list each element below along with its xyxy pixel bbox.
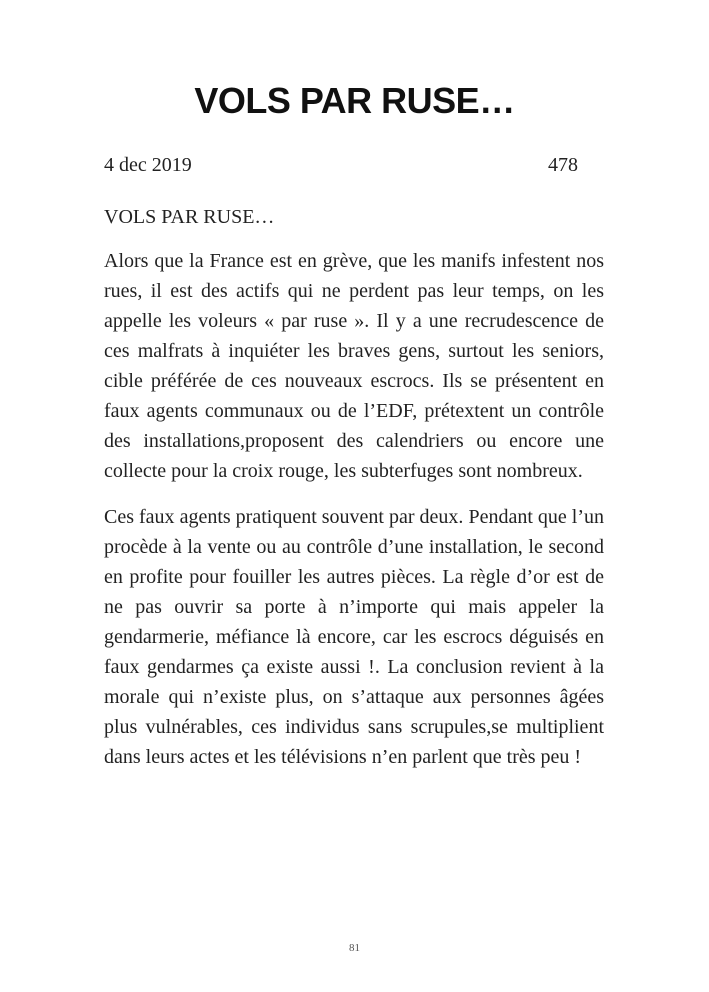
article-meta <box>104 154 578 180</box>
article-subtitle: VOLS PAR RUSE… <box>104 206 275 228</box>
page-title: VOLS PAR RUSE… <box>194 80 515 121</box>
page-number: 81 <box>349 942 360 954</box>
article-date: 4 dec 2019 <box>104 154 192 176</box>
article-body <box>104 202 604 788</box>
article-number: 478 <box>548 154 578 176</box>
paragraph-2: Ces faux agents pratiquent souvent par deux. Pendant que l’un procède à la vente ou au contrôle d’une installation, le second en profite pour fouiller les autres pièces. La règle d’or est de ne pas ouvrir sa porte à n’importe qui mais appeler la gendarmerie, méfiance là encore, car les escrocs déguisés en faux gendarmes ça existe aussi !. La conclusion revient à la morale qui n’existe plus, on s’attaque aux personnes âgées plus vulnérables, ces individus sans scrupules,se multiplient dans leurs actes et les télévisions n’en parlent que très peu ! <box>104 506 604 768</box>
paragraph-1: Alors que la France est en grève, que les manifs infestent nos rues, il est des actifs qui ne perdent pas leur temps, on les appelle les voleurs « par ruse ». Il y a une recrudescence de ces malfrats à inquiéter les braves gens, surtout les seniors, cible préférée de ces nouveaux escrocs. Ils se présentent en faux agents communaux ou de l’EDF, prétextent un contrôle des installations,proposent des calendriers ou encore une collecte pour la croix rouge, les subterfuges sont nombreux. <box>104 250 604 482</box>
